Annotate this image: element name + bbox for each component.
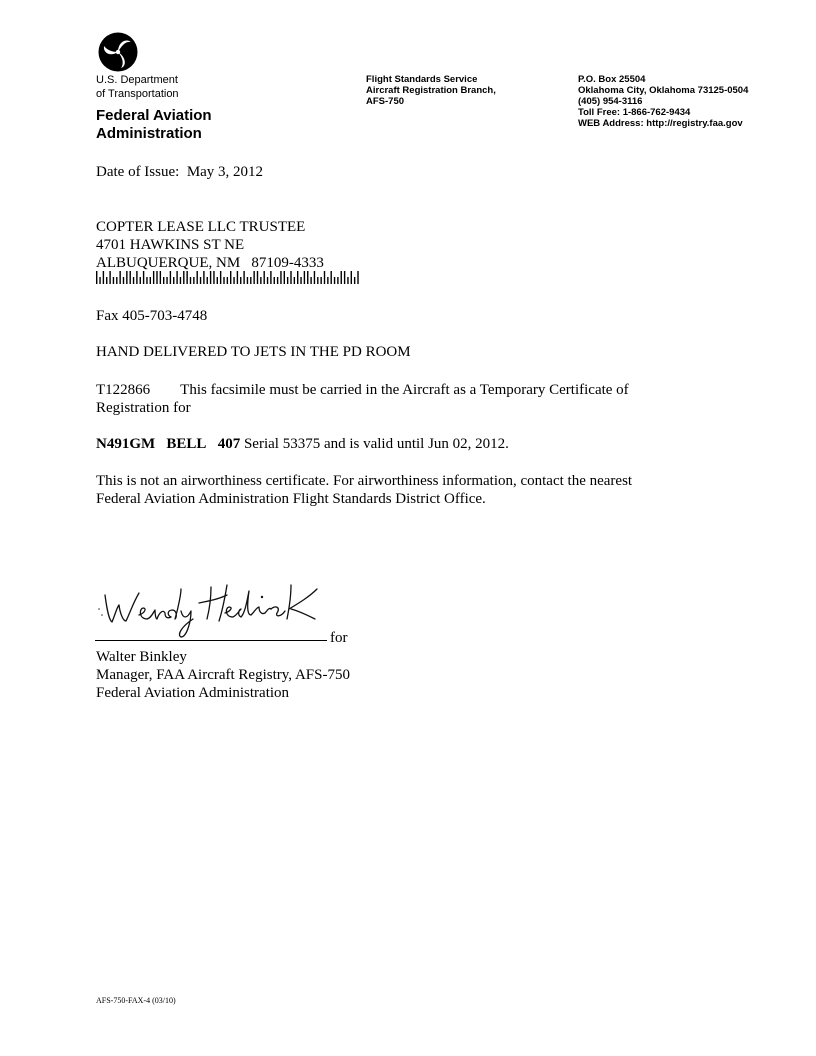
barcode-bar [284,271,285,284]
barcode-bar [190,277,191,284]
barcode-bar [150,277,151,284]
addressee-city-line [96,254,324,272]
barcode-bar [109,271,110,284]
certificate-statement-line-2: Registration for [96,400,191,416]
service-line-2: Aircraft Registration Branch, [366,85,496,96]
certificate-number: T122866 [96,382,151,398]
aircraft-model: 407 [217,436,241,452]
barcode-bar [227,277,228,284]
barcode-bar [351,271,352,284]
agency-line-2: Administration [96,125,202,142]
delivery-note: HAND DELIVERED TO JETS IN THE PD ROOM [96,344,411,360]
service-line-3: AFS-750 [366,96,405,107]
date-of-issue-label: Date of Issue: [96,164,180,180]
barcode-bar [220,271,221,284]
barcode-bar [327,277,328,284]
certificate-statement-line-1 [96,381,629,399]
service-block [366,74,496,107]
barcode-bar [274,277,275,284]
signer-title: Manager, FAA Aircraft Registry, AFS-750 [96,667,350,683]
form-number: AFS-750-FAX-4 (03/10) [96,996,176,1005]
barcode-bar [237,271,238,284]
addressee-block [96,218,324,272]
barcode-bar [130,271,131,284]
barcode-bar [163,277,164,284]
barcode-bar [290,271,291,284]
barcode-bar [314,271,315,284]
barcode-bar [217,277,218,284]
barcode-bar [240,277,241,284]
barcode-bar [354,277,355,284]
department-line-1: U.S. Department [96,74,178,86]
barcode-bar [341,271,342,284]
contact-block [578,74,748,129]
barcode-bar [320,277,321,284]
aircraft-validity: Serial 53375 and is valid until Jun 02, 2012. [243,436,509,452]
signature-line [95,640,327,641]
barcode-bar [300,277,301,284]
barcode-bar [193,277,194,284]
dot-triskelion-logo-icon [98,32,138,72]
addressee-city-state: ALBUQUERQUE, NM [96,255,241,271]
contact-web: WEB Address: http://registry.faa.gov [578,118,743,129]
disclaimer [96,472,632,508]
barcode-bar [247,277,248,284]
barcode-bar [203,271,204,284]
barcode-bar [347,277,348,284]
barcode-bar [264,271,265,284]
signer-name: Walter Binkley [96,649,187,665]
barcode-bar [123,277,124,284]
barcode-bar [304,271,305,284]
agency-line-1: Federal Aviation [96,107,212,124]
barcode-bar [357,271,358,284]
postal-barcode-icon [96,271,366,284]
barcode-bar [136,271,137,284]
barcode-bar [287,277,288,284]
signer-org: Federal Aviation Administration [96,685,290,701]
barcode-bar [334,277,335,284]
barcode-bar [96,271,97,284]
barcode-bar [260,277,261,284]
barcode-bar [280,271,281,284]
aircraft-line [96,435,509,453]
barcode-bar [180,277,181,284]
barcode-bar [153,271,154,284]
department-line-2: of Transportation [96,88,179,100]
service-line-1: Flight Standards Service [366,74,478,85]
barcode-bar [250,277,251,284]
barcode-bar [197,271,198,284]
date-of-issue [96,163,263,181]
handwritten-signature [95,575,335,645]
barcode-bar [270,271,271,284]
disclaimer-line-1: This is not an airworthiness certificate. For airworthiness information, contact the nearest [96,473,633,489]
contact-tollfree: Toll Free: 1-866-762-9434 [578,107,691,118]
barcode-bar [294,277,295,284]
barcode-bar [317,277,318,284]
barcode-bar [156,271,157,284]
barcode-bar [186,271,187,284]
barcode-bar [267,277,268,284]
aircraft-make: BELL [166,436,207,452]
barcode-bar [277,277,278,284]
barcode-bar [106,277,107,284]
barcode-bar [307,271,308,284]
barcode-bar [119,271,120,284]
barcode-bar [233,277,234,284]
barcode-bar [143,271,144,284]
barcode-bar [173,277,174,284]
barcode-bar [230,271,231,284]
fax-number: Fax 405-703-4748 [96,308,208,324]
barcode-bar [126,271,127,284]
department-name [96,73,179,101]
addressee-street: 4701 HAWKINS ST NE [96,237,245,253]
barcode-bar [297,271,298,284]
aircraft-n-number: N491GM [96,436,156,452]
contact-phone: (405) 954-3116 [578,96,643,107]
barcode-bar [183,271,184,284]
barcode-bar [116,277,117,284]
barcode-bar [176,271,177,284]
signer-block [96,648,350,702]
certificate-statement-text: This facsimile must be carried in the Aircraft as a Temporary Certificate of [180,382,629,398]
disclaimer-line-2: Federal Aviation Administration Flight Standards District Office. [96,491,486,507]
barcode-bar [253,271,254,284]
contact-pobox: P.O. Box 25504 [578,74,646,85]
barcode-bar [160,271,161,284]
agency-name [96,107,212,143]
date-of-issue-value: May 3, 2012 [186,164,264,180]
barcode-bar [99,277,100,284]
barcode-bar [344,271,345,284]
barcode-bar [324,271,325,284]
barcode-bar [207,277,208,284]
signature-for-label: for [330,630,348,646]
contact-city: Oklahoma City, Oklahoma 73125-0504 [578,85,749,96]
barcode-bar [257,271,258,284]
barcode-bar [310,277,311,284]
addressee-name: COPTER LEASE LLC TRUSTEE [96,219,306,235]
barcode-bar [243,271,244,284]
barcode-bar [331,271,332,284]
barcode-bar [337,277,338,284]
barcode-bar [223,277,224,284]
barcode-bar [133,277,134,284]
barcode-bar [200,277,201,284]
barcode-bar [170,271,171,284]
barcode-bar [146,277,147,284]
barcode-bar [140,277,141,284]
barcode-bar [103,271,104,284]
barcode-bar [213,271,214,284]
addressee-zip: 87109-4333 [251,255,324,271]
barcode-bar [113,277,114,284]
barcode-bar [166,277,167,284]
barcode-bar [210,271,211,284]
